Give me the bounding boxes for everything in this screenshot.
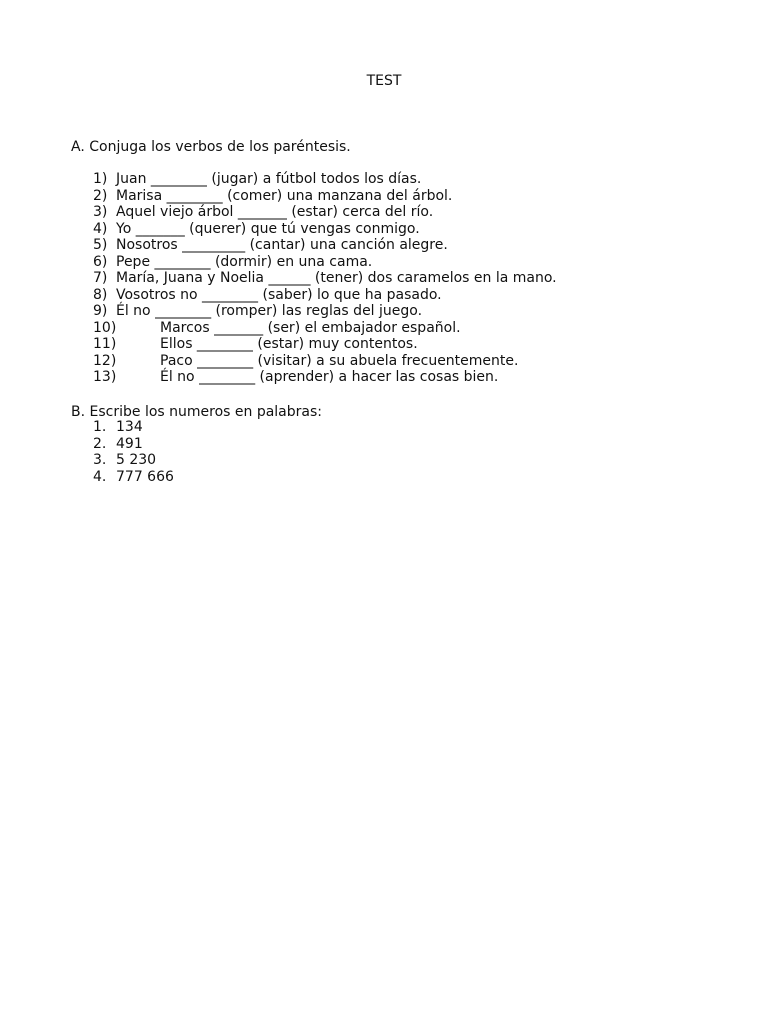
list-item xyxy=(93,303,557,320)
list-item xyxy=(93,270,557,287)
item-number: 2. xyxy=(93,435,107,452)
item-text: 777 666 xyxy=(116,468,174,485)
item-text: Ellos ________ (estar) muy contentos. xyxy=(160,336,418,352)
item-text: 491 xyxy=(116,435,143,452)
item-number: 10) xyxy=(93,319,117,336)
list-item xyxy=(93,436,174,453)
list-item xyxy=(93,369,557,386)
item-number: 7) xyxy=(93,270,108,286)
item-text: Pepe ________ (dormir) en una cama. xyxy=(116,253,373,270)
list-item xyxy=(93,320,557,337)
list-item xyxy=(93,188,557,205)
item-text: Él no ________ (romper) las reglas del juego. xyxy=(116,303,423,319)
list-item xyxy=(93,237,557,254)
item-text: Marcos _______ (ser) el embajador español. xyxy=(160,319,461,336)
item-number: 6) xyxy=(93,253,108,270)
list-item xyxy=(93,469,174,486)
item-number: 1. xyxy=(93,419,107,435)
item-number: 12) xyxy=(93,352,117,369)
item-number: 4) xyxy=(93,220,108,237)
section-b-heading: B. Escribe los numeros en palabras: xyxy=(71,404,322,420)
item-number: 1) xyxy=(93,171,108,187)
item-text: Yo _______ (querer) que tú vengas conmigo. xyxy=(116,220,420,237)
page-title: TEST xyxy=(366,73,402,89)
item-text: 5 230 xyxy=(116,452,157,468)
item-number: 9) xyxy=(93,303,108,319)
item-number: 11) xyxy=(93,336,117,352)
section-b-list xyxy=(93,419,174,485)
list-item xyxy=(93,452,174,469)
item-text: María, Juana y Noelia ______ (tener) dos caramelos en la mano. xyxy=(116,270,557,286)
section-a-list xyxy=(93,171,557,386)
list-item xyxy=(93,336,557,353)
item-text: Él no ________ (aprender) a hacer las cosas bien. xyxy=(160,369,499,385)
item-number: 13) xyxy=(93,369,117,385)
list-item xyxy=(93,419,174,436)
item-number: 4. xyxy=(93,468,107,485)
item-text: Aquel viejo árbol _______ (estar) cerca del río. xyxy=(116,204,434,220)
item-number: 8) xyxy=(93,286,108,303)
list-item xyxy=(93,353,557,370)
list-item xyxy=(93,221,557,238)
item-text: Marisa ________ (comer) una manzana del árbol. xyxy=(116,187,453,204)
list-item xyxy=(93,204,557,221)
item-number: 5) xyxy=(93,237,108,253)
item-text: Nosotros _________ (cantar) una canción alegre. xyxy=(116,237,448,253)
item-number: 3. xyxy=(93,452,107,468)
item-number: 3) xyxy=(93,204,108,220)
item-text: 134 xyxy=(116,419,143,435)
item-number: 2) xyxy=(93,187,108,204)
list-item xyxy=(93,254,557,271)
item-text: Paco ________ (visitar) a su abuela frecuentemente. xyxy=(160,352,519,369)
section-a-heading: A. Conjuga los verbos de los paréntesis. xyxy=(71,139,351,155)
list-item xyxy=(93,171,557,188)
item-text: Vosotros no ________ (saber) lo que ha pasado. xyxy=(116,286,442,303)
list-item xyxy=(93,287,557,304)
item-text: Juan ________ (jugar) a fútbol todos los días. xyxy=(116,171,422,187)
